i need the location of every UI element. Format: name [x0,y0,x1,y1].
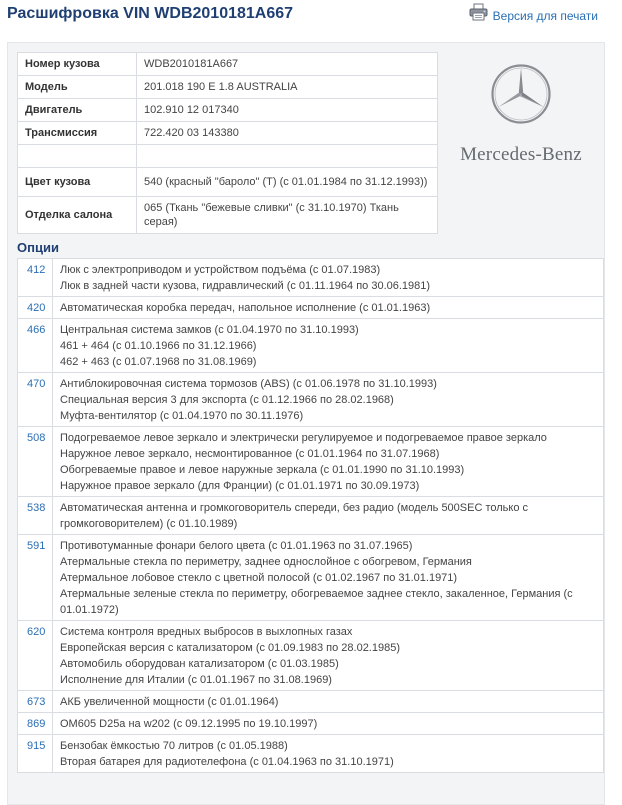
table-row-spacer [18,145,438,168]
option-description-line: Система контроля вредных выбросов в выхлопных газах [60,626,353,638]
option-code-link[interactable]: 508 [18,427,53,497]
option-description-line: OM605 D25a на w202 (с 09.12.1995 по 19.10.1997) [60,718,318,730]
row-value: 540 (красный "бароло" (T) (с 01.01.1984 по 31.12.1993)) [137,168,438,197]
option-row [18,259,604,297]
option-row [18,319,604,373]
option-description-line: Люк в задней части кузова, гидравлический (с 01.11.1964 по 30.06.1981) [60,280,431,292]
table-row [18,122,438,145]
option-description-line: Муфта-вентилятор (с 01.04.1970 по 30.11.1976) [60,410,304,422]
option-row [18,297,604,319]
option-description-line: Исполнение для Италии (с 01.01.1967 по 31.08.1969) [60,674,332,686]
option-description-line: Атермальное лобовое стекло с цветной полосой (с 01.02.1967 по 31.01.1971) [60,572,458,584]
option-code-link[interactable]: 591 [18,535,53,621]
option-description-line: Центральная система замков (с 01.04.1970 по 31.10.1993) [60,324,359,336]
print-version-link[interactable] [469,3,598,21]
option-description-line: 462 + 463 (с 01.07.1968 по 31.08.1969) [60,356,257,368]
option-row [18,735,604,773]
print-version-label: Версия для печати [492,9,598,23]
options-heading: Опции [17,240,59,255]
option-code-link[interactable]: 673 [18,691,53,713]
option-description-line: Наружное правое зеркало (для Франции) (с 01.01.1971 по 30.09.1973) [60,480,420,492]
table-row [18,76,438,99]
table-row [18,197,438,234]
option-description-line: Антиблокировочная система тормозов (ABS) (с 01.06.1978 по 31.10.1993) [60,378,437,390]
row-key: Отделка салона [18,197,137,234]
option-description-line: Подогреваемое левое зеркало и электрически регулируемое и подогреваемое правое зеркало [60,432,547,444]
table-row [18,53,438,76]
option-description [53,691,604,713]
option-row [18,621,604,691]
row-key: Номер кузова [18,53,137,76]
option-row [18,497,604,535]
option-description-line: Противотуманные фонари белого цвета (с 01.01.1963 по 31.07.1965) [60,540,413,552]
option-description-line: Европейская версия с катализатором (с 01.09.1983 по 28.02.1985) [60,642,400,654]
option-row [18,691,604,713]
row-key: Двигатель [18,99,137,122]
table-row [18,168,438,197]
option-description-line: Автоматическая антенна и громкоговоритель спереди, без радио (модель 500SEC только с громкоговорителем) (с 01.10.1989) [60,502,529,530]
option-description [53,621,604,691]
option-row [18,427,604,497]
option-description-line: Бензобак ёмкостью 70 литров (с 01.05.1988) [60,740,288,752]
brand-name: Mercedes-Benz [460,144,582,165]
option-description-line: Автомобиль оборудован катализатором (с 01.03.1985) [60,658,339,670]
option-row [18,713,604,735]
option-description [53,713,604,735]
option-row [18,373,604,427]
page-title: Расшифровка VIN WDB2010181A667 [7,5,294,22]
option-description-line: АКБ увеличенной мощности (с 01.01.1964) [60,696,279,708]
option-description-line: Специальная версия 3 для экспорта (с 01.12.1966 по 28.02.1968) [60,394,394,406]
option-description [53,497,604,535]
option-description [53,373,604,427]
option-code-link[interactable]: 470 [18,373,53,427]
option-code-link[interactable]: 420 [18,297,53,319]
option-code-link[interactable]: 869 [18,713,53,735]
row-value: 065 (Ткань "бежевые сливки" (с 31.10.1970) Ткань серая) [137,197,438,234]
option-description-line: Вторая батарея для радиотелефона (с 01.04.1963 по 31.10.1971) [60,756,394,768]
mercedes-benz-logo [438,63,604,173]
option-description [53,535,604,621]
row-key: Цвет кузова [18,168,137,197]
option-description [53,319,604,373]
row-key: Трансмиссия [18,122,137,145]
option-row [18,535,604,621]
option-code-link[interactable]: 466 [18,319,53,373]
option-description [53,427,604,497]
row-value: 722.420 03 143380 [137,122,438,145]
table-row [18,99,438,122]
row-value: 201.018 190 E 1.8 AUSTRALIA [137,76,438,99]
option-code-link[interactable]: 412 [18,259,53,297]
option-code-link[interactable]: 538 [18,497,53,535]
option-description-line: Атермальные зеленые стекла по периметру, обогреваемое заднее стекло, закаленное, Германия (с 01.01.1972) [60,588,573,616]
row-key: Модель [18,76,137,99]
three-pointed-star-icon [490,63,552,125]
option-description-line: Автоматическая коробка передач, напольное исполнение (с 01.01.1963) [60,302,431,314]
options-table [17,258,604,773]
option-description-line: Обогреваемые правое и левое наружные зеркала (с 01.01.1990 по 31.10.1993) [60,464,465,476]
row-value-empty [137,145,438,168]
option-description [53,735,604,773]
printer-icon [469,3,489,21]
option-code-link[interactable]: 915 [18,735,53,773]
option-description-line: Наружное левое зеркало, несмонтированное (с 01.01.1964 по 31.07.1968) [60,448,440,460]
page-header [0,0,622,30]
decode-panel [7,42,605,805]
option-description [53,297,604,319]
row-key-empty [18,145,137,168]
option-description-line: 461 + 464 (с 01.10.1966 по 31.12.1966) [60,340,257,352]
vehicle-info-table [17,52,438,234]
option-description [53,259,604,297]
option-description-line: Атермальные стекла по периметру, заднее однослойное с обогревом, Германия [60,556,472,568]
option-code-link[interactable]: 620 [18,621,53,691]
row-value: WDB2010181A667 [137,53,438,76]
row-value: 102.910 12 017340 [137,99,438,122]
option-description-line: Люк с электроприводом и устройством подъёма (с 01.07.1983) [60,264,381,276]
